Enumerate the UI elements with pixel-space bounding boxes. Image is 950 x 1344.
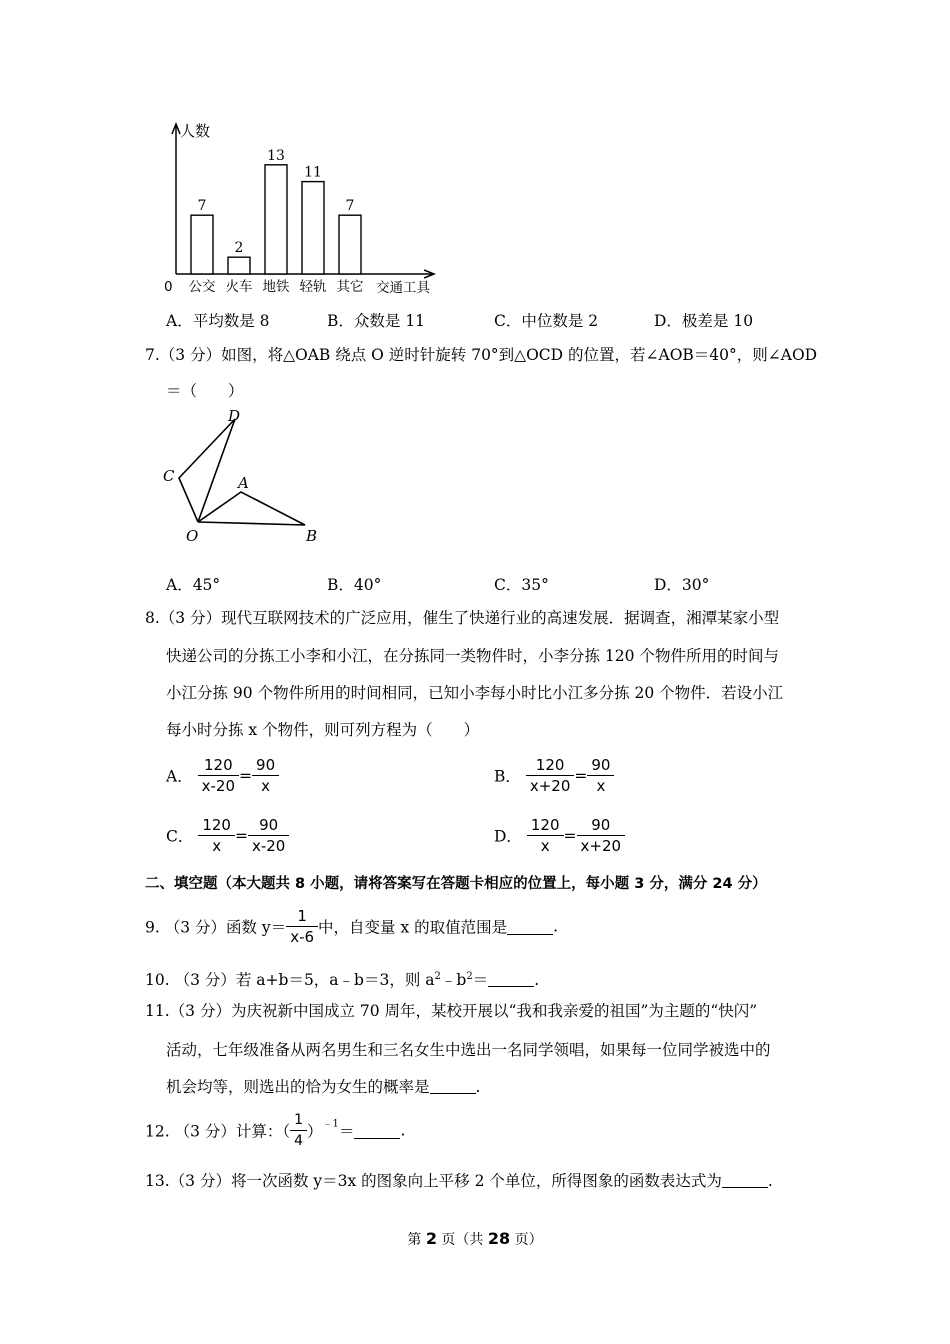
q7-line-2: ＝（ ）	[166, 382, 244, 400]
q8-option-b: B． $\frac{120}{x+20}$ = $\frac{90}{x}$	[494, 755, 614, 796]
origin-label: 0	[164, 279, 173, 295]
q8-option-c: C． $\frac{120}{x}$ = $\frac{90}{x-20}$	[166, 815, 289, 856]
category-label-1: 公交	[188, 279, 216, 295]
bar-value-label-3: 13	[267, 147, 285, 164]
q11-line-3: 机会均等，则选出的恰为女生的概率是 .	[166, 1078, 481, 1096]
q12: 12. （3 分）计算：（ $\frac{1}{4}$ ）$^{﹣1}$＝ .	[145, 1112, 406, 1149]
bar-value-label-2: 2	[234, 240, 244, 257]
label-b: B	[306, 527, 318, 545]
label-d: D	[228, 407, 241, 425]
q7-option-c: C．35°	[494, 576, 549, 594]
label-a: A	[238, 474, 249, 492]
q8-option-d: D． $\frac{120}{x}$ = $\frac{90}{x+20}$	[494, 815, 625, 856]
bar-3	[265, 165, 287, 274]
page-footer: 第 2 页（共 28 页）	[407, 1229, 543, 1248]
q9-answer-blank	[507, 918, 553, 935]
category-label-5: 其它	[336, 279, 364, 295]
bar-1	[191, 215, 213, 274]
q7-option-d: D．30°	[654, 576, 710, 594]
q7-option-b: B．40°	[327, 576, 382, 594]
q8-line-2: 快递公司的分拣工小李和小江，在分拣同一类物件时，小李分拣 120 个物件所用的时间与	[166, 647, 779, 665]
triangle-oab	[198, 492, 305, 525]
bar-2	[228, 257, 250, 274]
label-o: O	[186, 527, 199, 545]
q8-line-4: 每小时分拣 x 个物件，则可列方程为（ ）	[166, 721, 480, 739]
bar-4	[302, 182, 324, 274]
q7-option-a: A．45°	[166, 576, 221, 594]
q6-option-d: D．极差是 10	[654, 312, 754, 330]
q10-answer-blank	[488, 970, 534, 987]
q11-line-1: 11.（3 分）为庆祝新中国成立 70 周年，某校开展以“我和我亲爱的祖国”为主题的“快闪”	[145, 1002, 758, 1020]
q6-option-c: C．中位数是 2	[494, 312, 599, 330]
q11-answer-blank	[430, 1077, 476, 1094]
q9: 9. （3 分）函数 y＝ $\frac{1}{x-6}$ 中，自变量 x 的取值范围是 .	[145, 907, 559, 946]
q6-option-b: B．众数是 11	[327, 312, 426, 330]
page-number: 2	[425, 1229, 437, 1248]
x-axis-label: 交通工具	[376, 280, 430, 296]
section-2-title: 二、填空题（本大题共 8 小题，请将答案写在答题卡相应的位置上，每小题 3 分，满分 24 分）	[145, 876, 767, 892]
y-axis-label: 人数	[180, 122, 211, 140]
q6-option-a: A．平均数是 8	[166, 312, 270, 330]
category-label-2: 火车	[225, 279, 253, 295]
rotation-figure	[155, 405, 335, 550]
q10: 10. （3 分）若 a+b＝5，a﹣b＝3，则 $a^2﹣b^2=$ .	[145, 971, 540, 990]
label-c: C	[163, 467, 175, 485]
q13-answer-blank	[722, 1171, 768, 1188]
triangle-ocd	[179, 419, 235, 522]
bar-chart	[160, 118, 450, 303]
bar-5	[339, 215, 361, 274]
q7-line-1: 7.（3 分）如图，将△OAB 绕点 O 逆时针旋转 70°到△OCD 的位置，若∠AOB＝40°，则∠AOD	[145, 346, 818, 364]
q8-line-3: 小江分拣 90 个物件所用的时间相同，已知小李每小时比小江多分拣 20 个物件．若设小江	[166, 684, 784, 702]
q13: 13.（3 分）将一次函数 y＝3x 的图象向上平移 2 个单位，所得图象的函数表达式为 .	[145, 1172, 773, 1190]
bar-value-label-5: 7	[345, 198, 355, 215]
q8-line-1: 8.（3 分）现代互联网技术的广泛应用，催生了快递行业的高速发展．据调查，湘潭某家小型	[145, 609, 780, 627]
category-label-4: 轻轨	[299, 279, 327, 295]
bar-value-label-1: 7	[197, 198, 207, 215]
bar-value-label-4: 11	[304, 164, 322, 181]
q8-option-a: A． $\frac{120}{x-20}$ = $\frac{90}{x}$	[166, 755, 279, 796]
q12-answer-blank	[354, 1122, 400, 1139]
category-label-3: 地铁	[262, 279, 290, 295]
page-total: 28	[487, 1229, 511, 1248]
q11-line-2: 活动，七年级准备从两名男生和三名女生中选出一名同学领唱，如果每一位同学被选中的	[166, 1041, 771, 1059]
